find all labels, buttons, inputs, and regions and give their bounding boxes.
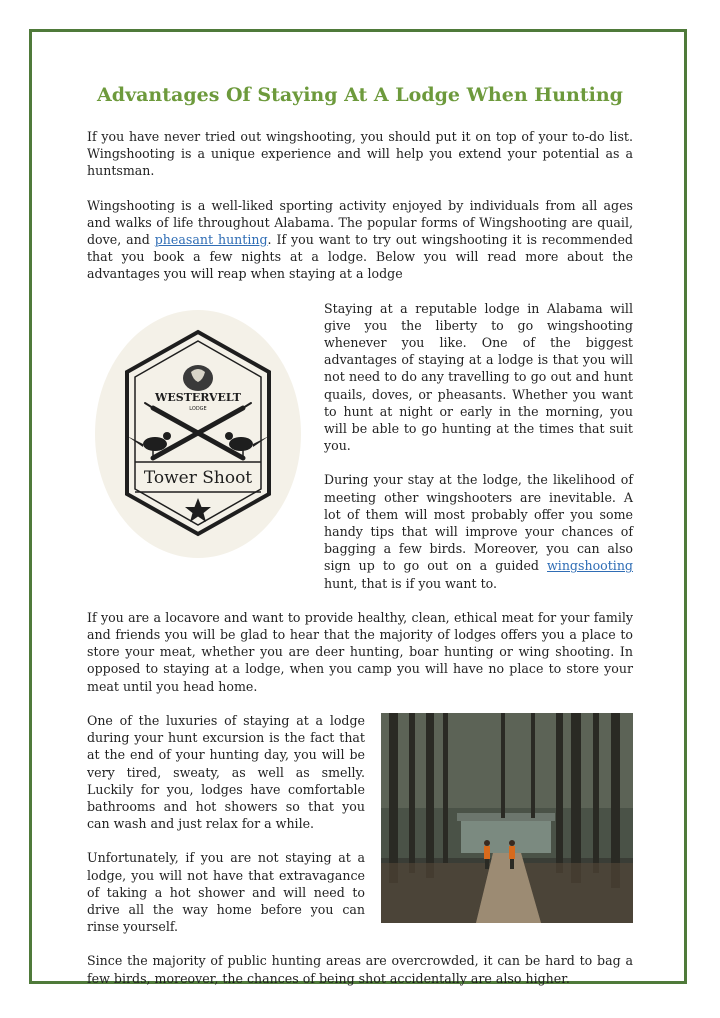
- paragraph-overcrowded: Since the majority of public hunting areas are overcrowded, it can be hard to bag a few birds, moreover, the chances of being shot accidentally are also higher.: [87, 953, 633, 986]
- article: [87, 82, 633, 1004]
- paragraph-intro: If you have never tried out wingshooting, you should put it on top of your to-do list. Wingshooting is a unique experience and will help you extend your potential as a huntsman.: [87, 129, 633, 179]
- paragraph-popular-forms: Wingshooting is a well-liked sporting activity enjoyed by individuals from all ages and walks of life throughout Alabama. The popular forms of Wingshooting are quail, dove, and pheasant hunting. If you want to try out wingshooting it is recommended that you book a few nights at a lodge. Below you will read more about the advantages you will reap when staying at a lodge: [87, 197, 633, 282]
- paragraph-locavore: If you are a locavore and want to provide healthy, clean, ethical meat for your family and friends you will be glad to hear that the majority of lodges offers you a place to store your meat, whether you are deer hunting, boar hunting or wing shooting. In opposed to staying at a lodge, when you camp you will have no place to store your meat until you head home.: [87, 609, 633, 694]
- logo-brand-text: WESTERVELT: [154, 390, 241, 404]
- pheasant-hunting-link[interactable]: pheasant hunting: [154, 232, 268, 248]
- photo-section: [87, 712, 633, 935]
- forest-hunters-photo: [381, 713, 633, 923]
- logo-caption: Tower Shoot: [143, 467, 252, 488]
- wingshooting-link[interactable]: wingshooting: [547, 558, 633, 574]
- paragraph-unfortunately: Unfortunately, if you are not staying at a lodge, you will not have that extravagance of taking a hot shower and will need to drive all the way home before you can rinse yourself.: [87, 850, 365, 935]
- page-title: Advantages Of Staying At A Lodge When Hunting: [97, 84, 623, 106]
- photo-column: [381, 713, 633, 923]
- paragraph-liberty: Staying at a reputable lodge in Alabama will give you the liberty to go wingshooting whenever you like. One of the biggest advantages of staying at a lodge is that you will not need to do any travelling to go out and hunt quails, doves, or pheasants. Whether you want to hunt at night or early in the morning, you will be able to go hunting at the times that suit you.: [324, 300, 633, 454]
- logo-section: [87, 300, 633, 592]
- photo-side-text: [87, 712, 365, 935]
- paragraph-luxuries: One of the luxuries of staying at a lodge during your hunt excursion is the fact that at the end of your hunting day, you will be very tired, sweaty, as well as smelly. Luckily for you, lodges have comfortable bathrooms and hot showers so that you can wash and just relax for a while.: [87, 712, 365, 832]
- logo-side-text: [324, 300, 633, 592]
- paragraph-meeting: During your stay at the lodge, the likelihood of meeting other wingshooters are inevitable. A lot of them will most probably offer you some handy tips that will improve your chances of bagging a few birds. Moreover, you can also sign up to go out on a guided wingshooting hunt, that is if you want to.: [324, 472, 633, 591]
- tower-shoot-logo: [93, 308, 303, 560]
- logo-sub-text: LODGE: [188, 405, 207, 412]
- logo-emblem: [183, 365, 213, 391]
- logo-column: [87, 300, 308, 560]
